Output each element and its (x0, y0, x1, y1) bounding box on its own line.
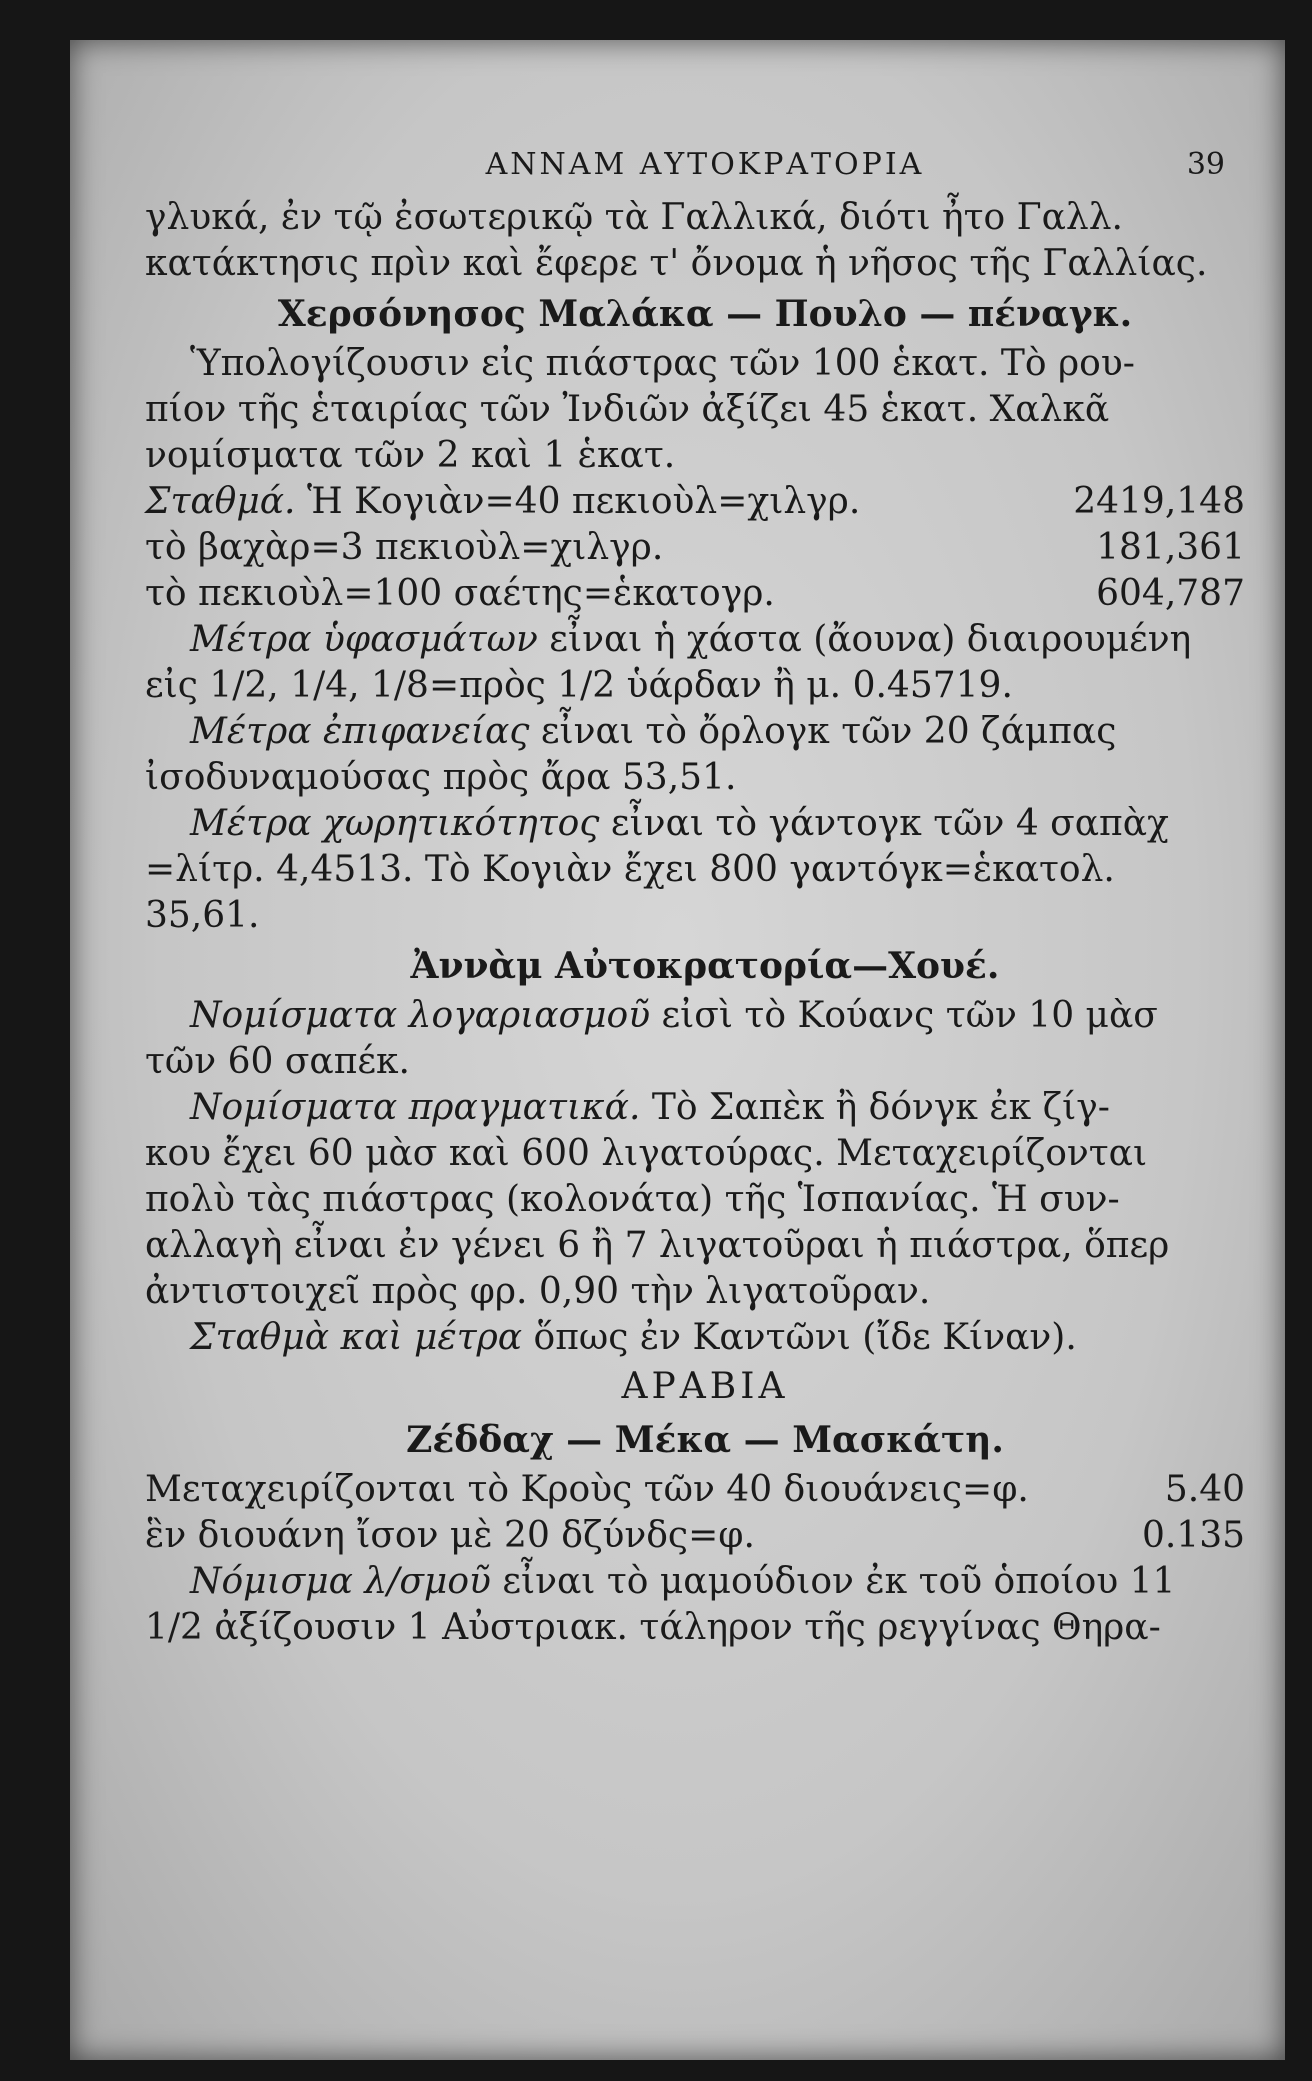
measures-label: Μέτρα ἐπιφανείας (190, 711, 530, 752)
book-page (70, 40, 1285, 2060)
text-line: αλλαγὴ εἶναι ἐν γένει 6 ἢ 7 λιγατοῦραι ἡ πιάστρα, ὅπερ (145, 1225, 1170, 1266)
exchange-text: ἓν διουάνη ἴσον μὲ 20 δζύνδς=φ. (145, 1515, 755, 1556)
text-line (145, 617, 1265, 663)
weights-measures-label: Σταθμὰ καὶ μέτρα (190, 1317, 523, 1358)
exchange-text: Μεταχειρίζονται τὸ Κροὺς τῶν 40 διουάνεις=φ. (145, 1469, 1029, 1510)
weight-text: Ἡ Κογιὰν=40 πεκιοὺλ=χιλγρ. (295, 481, 861, 522)
text-span: εἶναι τὸ γάντογκ τῶν 4 σαπὰχ (599, 803, 1169, 844)
text-line (145, 1085, 1265, 1131)
text-line (145, 1559, 1265, 1605)
text-line: νομίσματα τῶν 2 καὶ 1 ἑκατ. (145, 435, 676, 476)
exchange-value: 0.135 (1141, 1515, 1245, 1556)
weight-row (145, 525, 1265, 571)
text-span: εἶναι τὸ ὄρλογκ τῶν 20 ζάμπας (529, 711, 1117, 752)
weights-label: Σταθμά. (145, 481, 296, 522)
coins-label: Νομίσματα λογαριασμοῦ (190, 995, 651, 1036)
text-span: εἶναι ἡ χάστα (ἄουνα) διαιρουμένη (537, 619, 1192, 660)
text-line: κατάκτησις πρὶν καὶ ἔφερε τ' ὄνομα ἡ νῆσος τῆς Γαλλίας. (145, 243, 1208, 284)
text-line (145, 801, 1265, 847)
exchange-row (145, 1467, 1265, 1513)
text-line: ἀντιστοιχεῖ πρὸς φρ. 0,90 τὴν λιγατοῦραν. (145, 1271, 931, 1312)
text-span: Τὸ Σαπὲκ ἢ δόνγκ ἐκ ζίγ- (640, 1087, 1110, 1128)
measures-label: Μέτρα ὑφασμάτων (190, 619, 538, 660)
text-span: εἶναι τὸ μαμούδιον ἐκ τοῦ ὁποίου 11 (490, 1561, 1176, 1602)
weight-value: 181,361 (1096, 527, 1245, 568)
text-line: κου ἔχει 60 μὰσ καὶ 600 λιγατούρας. Μεταχειρίζονται (145, 1133, 1148, 1174)
section-title-arabia: ΑΡΑΒΙΑ (621, 1366, 789, 1407)
exchange-row (145, 1513, 1265, 1559)
weight-text: τὸ βαχὰρ=3 πεκιοὺλ=χιλγρ. (145, 527, 664, 568)
section-heading-jeddah: Ζέδδαχ — Μέκα — Μασκάτη. (406, 1419, 1004, 1461)
text-line: εἰς 1/2, 1/4, 1/8=πρὸς 1/2 ὑάρδαν ἢ μ. 0.45719. (145, 665, 1013, 706)
text-line (145, 709, 1265, 755)
coin-label: Νόμισμα λ/σμοῦ (190, 1561, 491, 1602)
running-head (145, 135, 1265, 195)
text-line: γλυκά, ἐν τῷ ἐσωτερικῷ τὰ Γαλλικά, διότι ἦτο Γαλλ. (145, 197, 1123, 238)
measures-label: Μέτρα χωρητικότητος (190, 803, 600, 844)
text-line (145, 993, 1265, 1039)
weight-text: τὸ πεκιοὺλ=100 σαέτης=ἑκατογρ. (145, 573, 775, 614)
weight-value: 2419,148 (1073, 481, 1245, 522)
exchange-value: 5.40 (1164, 1469, 1245, 1510)
section-heading-malacca: Χερσόνησος Μαλάκα — Πουλο — πέναγκ. (277, 293, 1133, 335)
weight-value: 604,787 (1096, 573, 1245, 614)
section-heading-annam: Ἀννὰμ Αὐτοκρατορία—Χουέ. (410, 945, 1000, 987)
running-head-title: ΑΝΝΑΜ ΑΥΤΟΚΡΑΤΟΡΙΑ (485, 147, 925, 182)
page-text (145, 135, 1265, 1651)
weight-row (145, 571, 1265, 617)
text-line (145, 1315, 1265, 1361)
page-number: 39 (1186, 147, 1225, 182)
text-line: Ὑπολογίζουσιν εἰς πιάστρας τῶν 100 ἑκατ. Τὸ ρου- (190, 343, 1135, 384)
text-line: =λίτρ. 4,4513. Τὸ Κογιὰν ἔχει 800 γαντόγκ=ἑκατολ. (145, 849, 1115, 890)
text-line: ἰσοδυναμούσας πρὸς ἄρα 53,51. (145, 757, 737, 798)
text-line: πολὺ τὰς πιάστρας (κολονάτα) τῆς Ἱσπανίας. Ἡ συν- (145, 1179, 1120, 1220)
text-line: τῶν 60 σαπέκ. (145, 1041, 410, 1082)
text-line: 1/2 ἀξίζουσιν 1 Αὐστριακ. τάληρον τῆς ρεγγίνας Θηρα- (145, 1607, 1161, 1648)
coins-label: Νομίσματα πραγματικά. (190, 1087, 641, 1128)
weight-row (145, 479, 1265, 525)
text-line: 35,61. (145, 895, 260, 936)
text-span: ὅπως ἐν Καντῶνι (ἴδε Κίναν). (522, 1317, 1077, 1358)
text-span: εἰσὶ τὸ Κούανς τῶν 10 μὰσ (650, 995, 1158, 1036)
text-line: πίον τῆς ἑταιρίας τῶν Ἰνδιῶν ἀξίζει 45 ἑκατ. Χαλκᾶ (145, 389, 1110, 430)
